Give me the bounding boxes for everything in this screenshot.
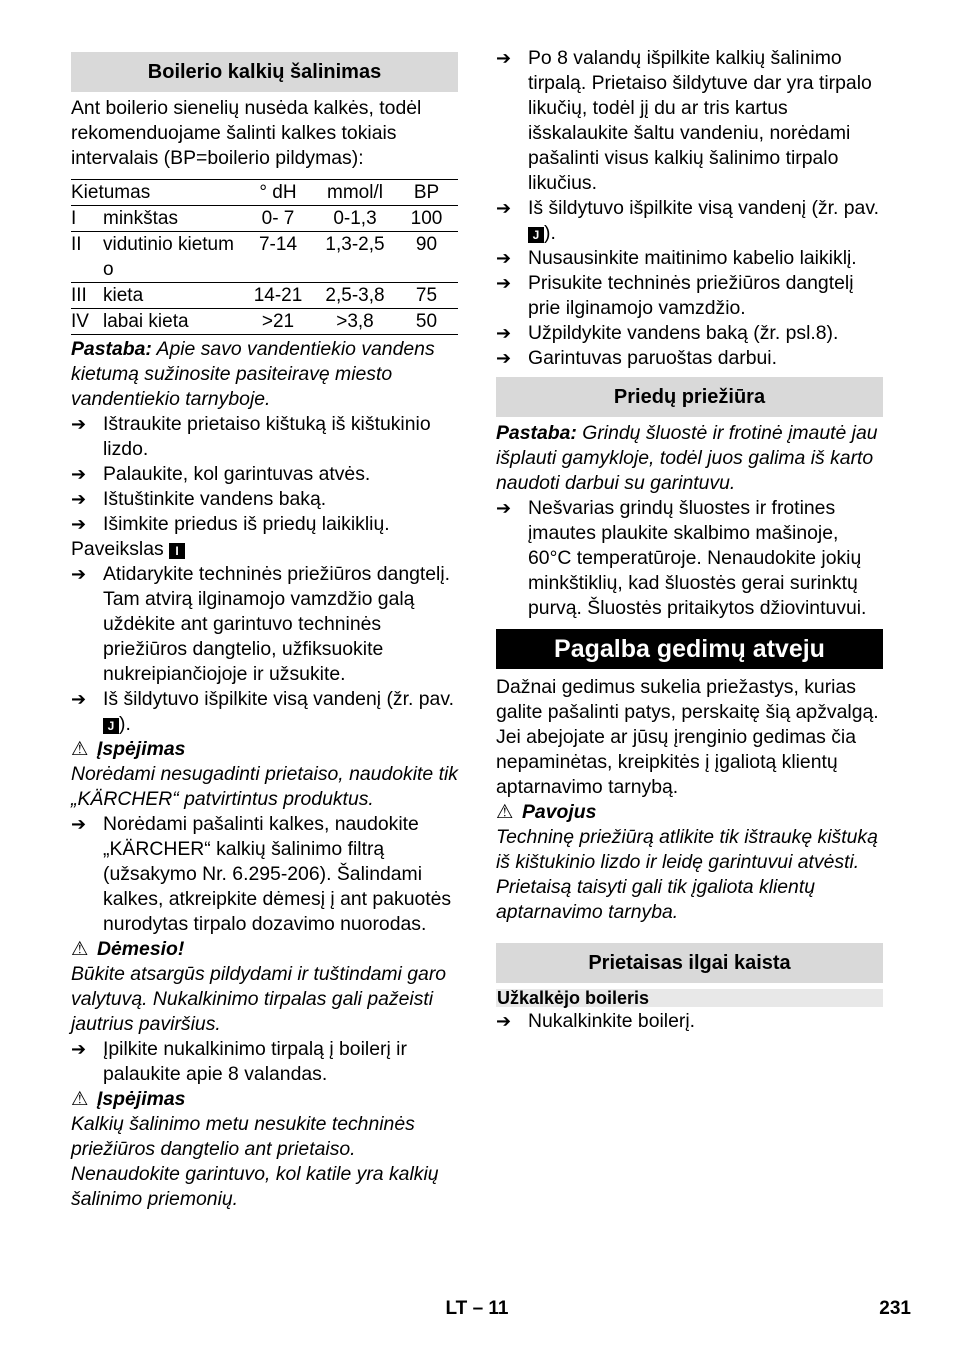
header-hardness: Kietumas — [71, 182, 151, 203]
caution-title: Dėmesio! — [97, 938, 185, 960]
step-fill-solution — [71, 1037, 458, 1087]
step-text: Ištuštinkite vandens baką. — [103, 488, 327, 510]
step-open-cap — [71, 562, 458, 687]
step-text: Iš šildytuvo išpilkite visą vandenį (žr. pav. — [103, 688, 454, 710]
note-text: Apie savo vandentiekio vandens kietumą sužinosite pasiteiravę miesto vandentiekio tarnyboje. — [71, 338, 435, 410]
section-heading-descaling: Boilerio kalkių šalinimas — [71, 52, 458, 92]
step-text: Užpildykite vandens baką (žr. psl.8). — [528, 322, 839, 344]
chapter-heading-troubleshooting: Pagalba gedimų atveju — [496, 629, 883, 669]
right-arrow-icon: ➔ — [496, 273, 512, 293]
step-text-close: ). — [119, 713, 131, 735]
step-text: Nešvarias grindų šluostes ir frotines įmautes plaukite skalbimo mašinoje, 60°C temperatūroje. Nenaudokite jokių minkštiklių, kad šluostės gerai surinktų purvą. Šluostės pritaikytos džiovintuvui. — [528, 497, 867, 619]
figure-j-icon: J — [528, 227, 544, 243]
table-row — [71, 309, 458, 335]
figure-j-icon: J — [103, 718, 119, 734]
step-text: Išimkite priedus iš priedų laikiklių. — [103, 513, 390, 535]
cell-dh: 0- 7 — [261, 208, 295, 229]
accessories-note — [496, 421, 883, 496]
table-row — [71, 283, 458, 309]
hardness-table — [71, 179, 458, 335]
right-arrow-icon: ➔ — [496, 498, 512, 518]
step-ready — [496, 346, 883, 371]
warning-text-2: Kalkių šalinimo metu nesukite techninės priežiūros dangtelio ant prietaiso. Nenaudokite garintuvo, kol katile yra kalkių šalinimo priemonių. — [71, 1113, 439, 1210]
warning-title: Įspėjimas — [97, 1088, 186, 1110]
cell-grade: II — [71, 234, 82, 255]
step-text: Nukalkinkite boilerį. — [528, 1010, 696, 1032]
warning-triangle-icon: ⚠ — [71, 1088, 89, 1110]
right-arrow-icon: ➔ — [71, 464, 87, 484]
warning-text-1: Norėdami nesugadinti prietaiso, naudokite tik „KÄRCHER“ patvirtintus produktus. — [71, 763, 458, 810]
step-screw-cap — [496, 271, 883, 321]
header-mmol: mmol/l — [327, 182, 383, 203]
figure-label: Paveikslas — [71, 538, 164, 560]
danger-text-1: Techninę priežiūrą atlikite tik ištraukę kištuką iš kištukinio lizdo ir leidę garintuvui atvėsti. — [496, 826, 878, 873]
step-text: Nusausinkite maitinimo kabelio laikiklį. — [528, 247, 857, 269]
step-drain-heater — [71, 687, 458, 737]
right-arrow-icon: ➔ — [71, 564, 87, 584]
step-unplug — [71, 412, 458, 462]
figure-i-icon: I — [169, 543, 185, 559]
cell-grade: III — [71, 285, 87, 306]
step-wash-cloths — [496, 496, 883, 621]
cell-bp: 50 — [415, 311, 438, 332]
step-text: Atidarykite techninės priežiūros dangtelį. Tam atvirą ilginamojo vamzdžio galą uždėkite ant garintuvo techninės priežiūros dangtelio, užfiksuokite nukreipiančiojoje ir užsukite. — [103, 563, 451, 685]
table-row — [71, 206, 458, 232]
warning-title: Įspėjimas — [97, 738, 186, 760]
step-fill-tank — [496, 321, 883, 346]
right-arrow-icon: ➔ — [71, 1039, 87, 1059]
danger-heading — [496, 800, 883, 825]
step-empty-tank — [71, 487, 458, 512]
right-arrow-icon: ➔ — [496, 323, 512, 343]
figure-reference — [71, 537, 458, 562]
right-arrow-icon: ➔ — [496, 48, 512, 68]
right-arrow-icon: ➔ — [496, 1011, 512, 1031]
warning-triangle-icon: ⚠ — [71, 938, 89, 960]
note-label: Pastaba: — [496, 422, 577, 444]
right-arrow-icon: ➔ — [71, 814, 87, 834]
note-text: Grindų šluostė ir frotinė įmautė jau išplauti gamykloje, todėl juos galima iš karto naudoti darbui su garintuvu. — [496, 422, 878, 494]
step-text-close: ). — [544, 222, 556, 244]
left-column — [71, 46, 458, 1212]
note-label: Pastaba: — [71, 338, 152, 360]
step-descale-boiler — [496, 1009, 883, 1034]
hardness-note — [71, 337, 458, 412]
right-arrow-icon: ➔ — [496, 348, 512, 368]
cell-mmol: 0-1,3 — [333, 208, 377, 229]
section-heading-long-heating: Prietaisas ilgai kaista — [496, 943, 883, 983]
right-arrow-icon: ➔ — [71, 489, 87, 509]
caution-heading — [71, 937, 458, 962]
step-dry-cable — [496, 246, 883, 271]
footer-page-number: 231 — [879, 1298, 911, 1319]
danger-text-2: Prietaisą taisyti gali tik įgaliota klientų aptarnavimo tarnyba. — [496, 876, 816, 923]
footer-language-page: LT – 11 — [445, 1298, 509, 1319]
step-remove-accessories — [71, 512, 458, 537]
step-text: Įpilkite nukalkinimo tirpalą į boilerį ir palaukite apie 8 valandas. — [103, 1038, 407, 1085]
step-drain-heater — [496, 196, 883, 246]
header-bp: BP — [413, 182, 440, 203]
section-heading-accessories: Priedų priežiūra — [496, 377, 883, 417]
warning-triangle-icon: ⚠ — [496, 801, 514, 823]
cell-bp: 75 — [415, 285, 438, 306]
table-row — [71, 232, 458, 283]
right-arrow-icon: ➔ — [496, 248, 512, 268]
cell-name: kieta — [103, 285, 144, 306]
right-arrow-icon: ➔ — [71, 514, 87, 534]
danger-title: Pavojus — [522, 801, 597, 823]
step-text: Ištraukite prietaiso kištuką iš kištukinio lizdo. — [103, 413, 431, 460]
step-use-filter — [71, 812, 458, 937]
cell-dh: 14-21 — [253, 285, 303, 306]
step-text: Garintuvas paruoštas darbui. — [528, 347, 777, 369]
step-text: Prisukite techninės priežiūros dangtelį prie ilginamojo vamzdžio. — [528, 272, 854, 319]
step-wait-cool — [71, 462, 458, 487]
descaling-intro: Ant boilerio sienelių nusėda kalkės, todėl rekomenduojame šalinti kalkes tokiais intervalais (BP=boilerio pildymas): — [71, 97, 422, 169]
cell-bp: 90 — [415, 234, 438, 255]
right-arrow-icon: ➔ — [496, 198, 512, 218]
cell-name: labai kieta — [103, 311, 189, 332]
step-rinse — [496, 46, 883, 196]
cell-name: minkštas — [103, 208, 178, 229]
cell-name: vidutinio kietumo — [103, 234, 234, 280]
right-arrow-icon: ➔ — [71, 414, 87, 434]
right-column — [496, 46, 883, 1034]
cell-grade: I — [71, 208, 77, 229]
header-dh: ° dH — [259, 182, 297, 203]
warning-heading-1 — [71, 737, 458, 762]
troubleshooting-intro: Dažnai gedimus sukelia priežastys, kurias galite pašalinti patys, perskaitę šią apžvalgą. Jei abejojate ar jūsų įrenginio gedimas čia nepaminėtas, kreipkitės į įgaliotą klientų aptarnavimo tarnybą. — [496, 676, 879, 798]
right-arrow-icon: ➔ — [71, 689, 87, 709]
cell-mmol: >3,8 — [336, 311, 374, 332]
warning-heading-2 — [71, 1087, 458, 1112]
cell-dh: >21 — [261, 311, 295, 332]
step-text: Palaukite, kol garintuvas atvės. — [103, 463, 371, 485]
cell-grade: IV — [71, 311, 89, 332]
cell-dh: 7-14 — [258, 234, 298, 255]
cell-mmol: 2,5-3,8 — [325, 285, 385, 306]
table-header-row — [71, 180, 458, 206]
step-text: Iš šildytuvo išpilkite visą vandenį (žr. pav. — [528, 197, 879, 219]
cell-bp: 100 — [410, 208, 443, 229]
step-text: Po 8 valandų išpilkite kalkių šalinimo tirpalą. Prietaiso šildytuve dar yra tirpalo likučių, todėl jį du ar tris kartus išskalaukite šaltu vandeniu, norėdami pašalinti visus kalkių šalinimo tirpalo likučius. — [528, 47, 872, 194]
warning-triangle-icon: ⚠ — [71, 738, 89, 760]
cell-mmol: 1,3-2,5 — [325, 234, 385, 255]
step-text: Norėdami pašalinti kalkes, naudokite „KÄRCHER“ kalkių šalinimo filtrą (užsakymo Nr. 6.295-206). Šalindami kalkes, atkreipkite dėmesį į ant pakuotės nurodytas tirpalo dozavimo nuorodas. — [103, 813, 452, 935]
subsection-boiler-scaled: Užkalkėjo boileris — [496, 989, 883, 1007]
caution-text: Būkite atsargūs pildydami ir tuštindami garo valytuvą. Nukalkinimo tirpalas gali pažeisti jautrius paviršius. — [71, 963, 447, 1035]
